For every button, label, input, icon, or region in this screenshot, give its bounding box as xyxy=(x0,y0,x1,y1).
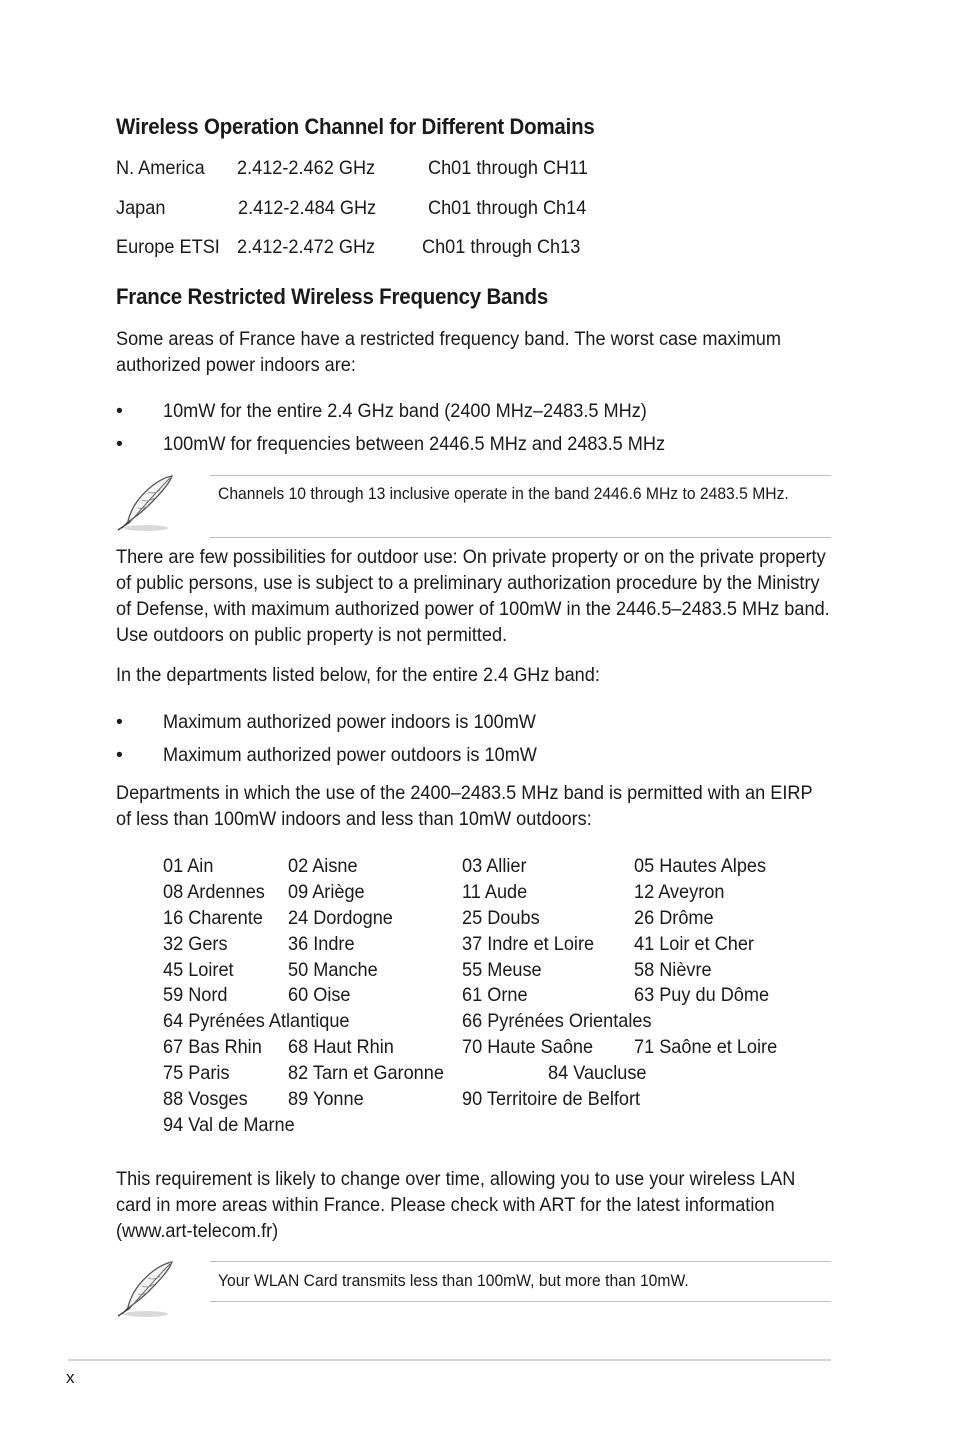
department-entry: 32 Gers xyxy=(163,933,228,955)
department-entry: 59 Nord xyxy=(163,984,228,1006)
departments-intro: In the departments listed below, for the entire 2.4 GHz band: xyxy=(116,664,600,686)
note-divider-top xyxy=(210,1261,831,1262)
department-entry: 16 Charente xyxy=(163,907,263,929)
bullet-item: 10mW for the entire 2.4 GHz band (2400 MHz–2483.5 MHz) xyxy=(163,400,647,422)
department-entry: 45 Loiret xyxy=(163,959,234,981)
department-entry: 66 Pyrénées Orientales xyxy=(462,1010,652,1032)
pen-note-icon xyxy=(112,470,182,541)
channels-cell: Ch01 through Ch13 xyxy=(422,236,581,258)
department-entry: 64 Pyrénées Atlantique xyxy=(163,1010,350,1032)
department-entry: 24 Dordogne xyxy=(288,907,393,929)
closing-paragraph: This requirement is likely to change over time, allowing you to use your wireless LAN card in more areas within France. Please check with ART for the latest information (www.art-telecom.fr) xyxy=(116,1168,796,1242)
department-entry: 58 Nièvre xyxy=(634,959,712,981)
department-entry: 71 Saône et Loire xyxy=(634,1036,778,1058)
department-entry: 70 Haute Saône xyxy=(462,1036,594,1058)
department-entry: 63 Puy du Dôme xyxy=(634,984,770,1006)
department-entry: 25 Doubs xyxy=(462,907,540,929)
department-entry: 37 Indre et Loire xyxy=(462,933,595,955)
department-entry: 01 Ain xyxy=(163,855,214,877)
department-entry: 89 Yonne xyxy=(288,1088,364,1110)
bullet-item: Maximum authorized power outdoors is 10mW xyxy=(163,744,537,766)
department-entry: 68 Haut Rhin xyxy=(288,1036,394,1058)
bullet-item: Maximum authorized power indoors is 100mW xyxy=(163,711,536,733)
department-entry: 60 Oise xyxy=(288,984,351,1006)
department-entry: 05 Hautes Alpes xyxy=(634,855,767,877)
department-entry: 84 Vaucluse xyxy=(548,1062,647,1084)
region-cell: Europe ETSI xyxy=(116,236,220,258)
footer-rule xyxy=(68,1359,831,1361)
department-entry: 67 Bas Rhin xyxy=(163,1036,262,1058)
department-entry: 02 Aisne xyxy=(288,855,358,877)
note-divider-bottom xyxy=(210,1301,831,1302)
note-text: Your WLAN Card transmits less than 100mW, but more than 10mW. xyxy=(218,1272,689,1290)
channels-cell: Ch01 through Ch14 xyxy=(428,197,587,219)
department-entry: 75 Paris xyxy=(163,1062,230,1084)
department-entry: 90 Territoire de Belfort xyxy=(462,1088,641,1110)
department-entry: 55 Meuse xyxy=(462,959,542,981)
section-title-france: France Restricted Wireless Frequency Bands xyxy=(116,284,549,309)
region-cell: Japan xyxy=(116,197,166,219)
intro-paragraph: Some areas of France have a restricted frequency band. The worst case maximum authorized power indoors are: xyxy=(116,328,781,376)
bullet-marker: • xyxy=(116,711,123,733)
department-entry: 08 Ardennes xyxy=(163,881,265,903)
department-entry: 61 Orne xyxy=(462,984,528,1006)
department-entry: 88 Vosges xyxy=(163,1088,248,1110)
page-number: x xyxy=(66,1368,75,1387)
note-divider-top xyxy=(210,475,831,476)
department-entry: 26 Drôme xyxy=(634,907,714,929)
eirp-paragraph: Departments in which the use of the 2400–2483.5 MHz band is permitted with an EIRP of less than 100mW indoors and less than 10mW outdoors: xyxy=(116,782,813,830)
freq-cell: 2.412-2.472 GHz xyxy=(237,236,376,258)
bullet-marker: • xyxy=(116,433,123,455)
department-entry: 09 Ariège xyxy=(288,881,365,903)
outdoor-paragraph: There are few possibilities for outdoor use: On private property or on the private property of public persons, use is subject to a preliminary authorization procedure by the Ministry of Defense, with maximum authorized power of 100mW in the 2446.5–2483.5 MHz band. Use outdoors on public property is not permitted. xyxy=(116,546,830,646)
department-entry: 36 Indre xyxy=(288,933,355,955)
note-divider-bottom xyxy=(210,537,831,538)
bullet-marker: • xyxy=(116,400,123,422)
channels-cell: Ch01 through CH11 xyxy=(428,157,588,179)
department-entry: 11 Aude xyxy=(462,881,528,903)
department-entry: 41 Loir et Cher xyxy=(634,933,754,955)
bullet-marker: • xyxy=(116,744,123,766)
department-entry: 03 Allier xyxy=(462,855,527,877)
freq-cell: 2.412-2.462 GHz xyxy=(237,157,376,179)
department-entry: 94 Val de Marne xyxy=(163,1114,295,1136)
note-text: Channels 10 through 13 inclusive operate in the band 2446.6 MHz to 2483.5 MHz. xyxy=(218,485,789,503)
department-entry: 50 Manche xyxy=(288,959,378,981)
section-title-channels: Wireless Operation Channel for Different Domains xyxy=(116,114,595,139)
bullet-item: 100mW for frequencies between 2446.5 MHz and 2483.5 MHz xyxy=(163,433,666,455)
department-entry: 12 Aveyron xyxy=(634,881,725,903)
department-entry: 82 Tarn et Garonne xyxy=(288,1062,444,1084)
freq-cell: 2.412-2.484 GHz xyxy=(238,197,377,219)
region-cell: N. America xyxy=(116,157,205,179)
pen-note-icon xyxy=(112,1256,182,1327)
